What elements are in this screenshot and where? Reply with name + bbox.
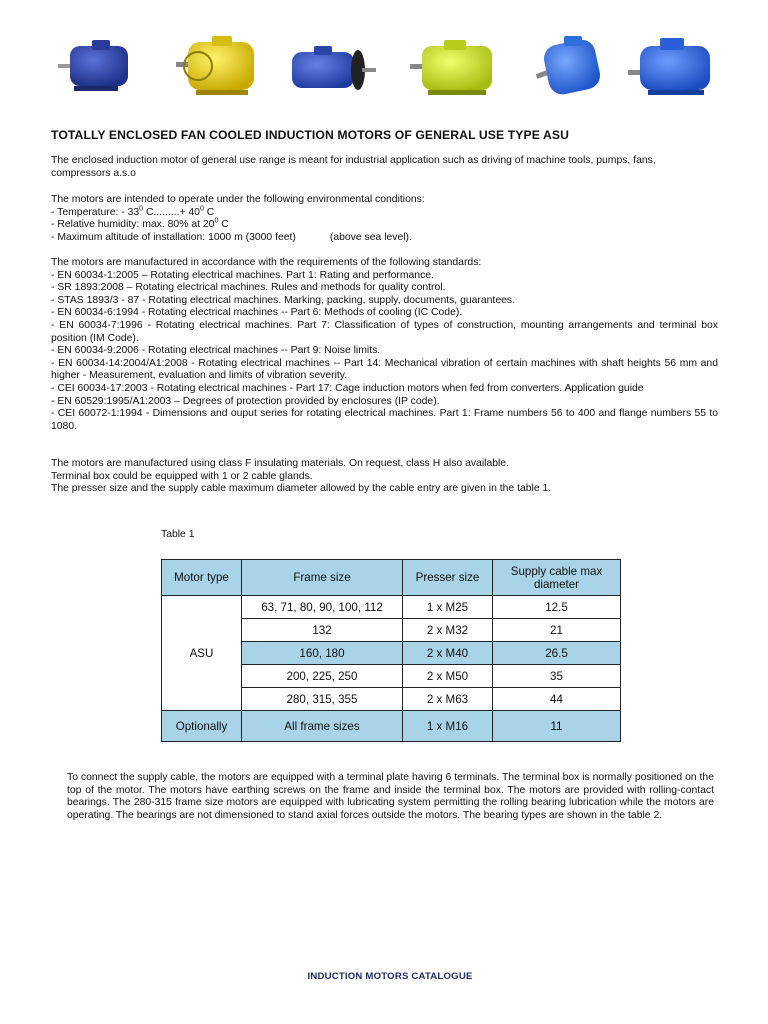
frame-size-cell: 160, 180 (242, 642, 403, 665)
temperature-prefix: - Temperature: - 33 (51, 206, 140, 218)
presser-size-cell: 2 x M32 (403, 619, 493, 642)
standard-item: - EN 60034-7:1996 - Rotating electrical machines. Part 7: Classification of types of construction, mounting arrangements and terminal box position (IM Code). (51, 319, 718, 344)
cable-diameter-cell: 26.5 (493, 642, 621, 665)
frame-size-cell: 63, 71, 80, 90, 100, 112 (242, 596, 403, 619)
header-presser-size: Presser size (403, 560, 493, 596)
intro-paragraph (51, 155, 718, 180)
standard-item: - CEI 60072-1:1994 - Dimensions and ouput series for rotating electrical machines. Part 1: Frame numbers 56 to 400 and flange numbers 55 to 1080. (51, 408, 718, 432)
standard-item: - EN 60034-14:2004/A1:2008 - Rotating electrical machines -- Part 14: Mechanical vibration of certain machines with shaft heights 56 mm and higher - Measurement, evaluation and limits of vibration severity. (51, 357, 718, 382)
altitude-note: (above sea level). (329, 231, 412, 243)
motor-yellow-green-icon (410, 40, 492, 95)
temperature-degree-2: 0 (199, 205, 204, 213)
motor-type-asu: ASU (162, 596, 242, 711)
frame-size-cell: 280, 315, 355 (242, 688, 403, 711)
frame-size-cell: 132 (242, 619, 403, 642)
temperature-suffix: C (203, 206, 215, 218)
standard-item: - SR 1893:2008 – Rotating electrical machines. Rules and methods for quality control. (51, 282, 446, 294)
table-row (162, 596, 621, 619)
materials-line: The presser size and the supply cable maximum diameter allowed by the cable entry are given in the table 1. (51, 483, 552, 495)
motor-photos-strip (52, 32, 722, 102)
standard-item: - CEI 60034-17:2003 - Rotating electrical machines - Part 17: Cage induction motors when fed from converters. Application guide (51, 382, 644, 394)
table-header-row (162, 560, 621, 596)
standards-intro: The motors are manufactured in accordance with the requirements of the following standards: (51, 257, 482, 268)
environment-conditions (51, 194, 718, 244)
cable-diameter-cell: 35 (493, 665, 621, 688)
presser-size-table (161, 559, 621, 742)
presser-size-cell: 2 x M63 (403, 688, 493, 711)
motor-blue-large-icon (628, 38, 710, 95)
header-frame-size: Frame size (242, 560, 403, 596)
presser-size-cell: 1 x M25 (403, 596, 493, 619)
standard-item: - EN 60034-1:2005 – Rotating electrical machines. Part 1: Rating and performance. (51, 269, 434, 281)
temperature-mid: C.........+ 40 (143, 206, 200, 218)
cable-diameter-cell: 21 (493, 619, 621, 642)
cable-diameter-cell: 44 (493, 688, 621, 711)
motor-blue-icon (58, 40, 128, 91)
standards-list (51, 257, 718, 433)
cable-diameter-cell: 12.5 (493, 596, 621, 619)
frame-size-cell: 200, 225, 250 (242, 665, 403, 688)
altitude-line (51, 232, 718, 245)
presser-size-cell: 2 x M40 (403, 642, 493, 665)
temperature-degree-1: 0 (139, 205, 144, 213)
page-heading: TOTALLY ENCLOSED FAN COOLED INDUCTION MOTORS OF GENERAL USE TYPE ASU (51, 128, 570, 142)
presser-size-cell: 2 x M50 (403, 665, 493, 688)
header-motor-type: Motor type (162, 560, 242, 596)
standard-item: - EN 60529:1995/A1:2003 – Degrees of protection provided by enclosures (IP code). (51, 395, 440, 407)
connection-paragraph: To connect the supply cable, the motors are equipped with a terminal plate having 6 terminals. The terminal box is normally positioned on the top of the motor. The motors have earthing screws on the frame and inside the terminal box. The motors are provided with rolling-contact bearings. The 280-315 frame size motors are equipped with lubricating system permitting the rolling bearing lubrication while the motors are operating. The bearings are not dimensioned to stand axial forces outside the motors. The bearing types are shown in the table 2. (67, 772, 714, 821)
temperature-line (51, 207, 718, 220)
cable-diameter-cell: 11 (493, 711, 621, 742)
humidity-suffix: C (218, 219, 229, 231)
motor-blue-flange-icon (292, 46, 376, 90)
altitude-text: - Maximum altitude of installation: 1000 m (3000 feet) (51, 231, 296, 243)
standard-item: - STAS 1893/3 - 87 - Rotating electrical machines. Marking, packing, supply, documents, guarantees. (51, 294, 515, 306)
standard-item: - EN 60034-6:1994 - Rotating electrical machines -- Part 6: Methods of cooling (IC Code). (51, 307, 463, 319)
environment-intro: The motors are intended to operate under the following environmental conditions: (51, 194, 425, 205)
table-row-optional (162, 711, 621, 742)
humidity-line (51, 219, 718, 232)
motor-blue-angled-icon (536, 36, 603, 97)
header-cable-diameter: Supply cable max diameter (493, 560, 621, 596)
presser-size-cell: 1 x M16 (403, 711, 493, 742)
materials-line: Terminal box could be equipped with 1 or 2 cable glands. (51, 470, 313, 482)
humidity-degree: 0 (214, 217, 219, 225)
frame-size-cell: All frame sizes (242, 711, 403, 742)
intro-text: The enclosed induction motor of general use range is meant for industrial application such as driving of machine tools, pumps, fans, compressors a.s.o (51, 155, 656, 179)
materials-paragraph (51, 458, 718, 496)
table-caption: Table 1 (161, 529, 195, 540)
standard-item: - EN 60034-9:2006 - Rotating electrical machines -- Part 9: Noise limits. (51, 345, 381, 357)
motor-type-optional: Optionally (162, 711, 242, 742)
motor-yellow-icon (176, 36, 254, 95)
materials-line: The motors are manufactured using class F insulating materials. On request, class H also available. (51, 458, 509, 469)
humidity-prefix: - Relative humidity: max. 80% at 20 (51, 219, 215, 231)
footer-title: INDUCTION MOTORS CATALOGUE (307, 971, 473, 982)
